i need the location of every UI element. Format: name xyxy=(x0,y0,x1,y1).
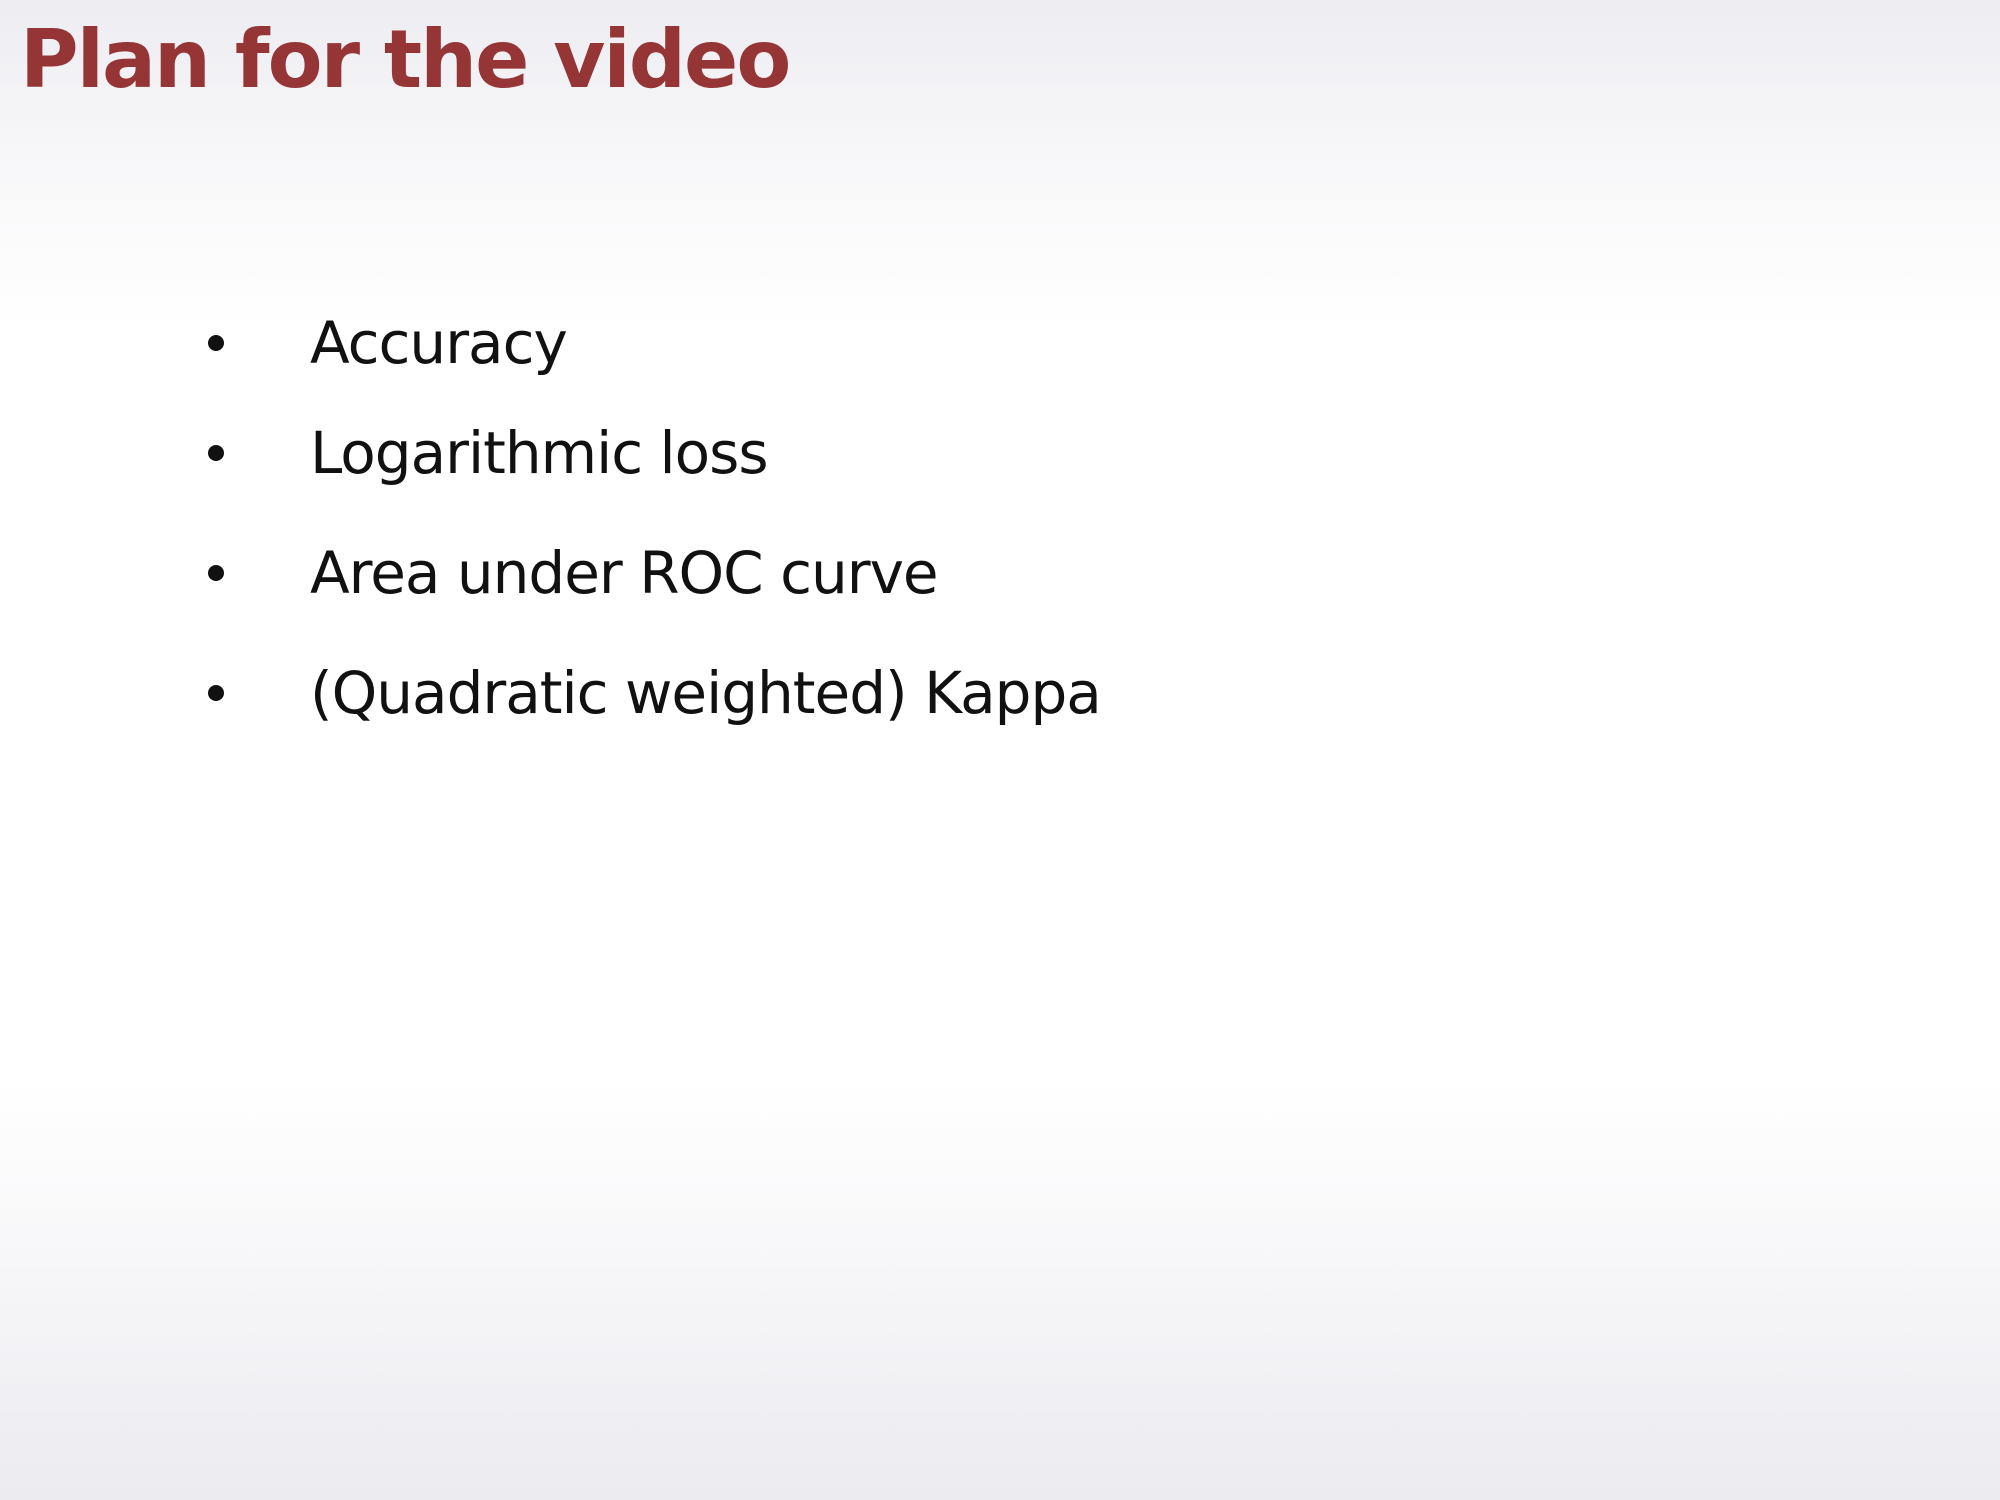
bullet-dot-icon xyxy=(208,335,224,351)
list-item xyxy=(208,653,1101,733)
bullet-text: Logarithmic loss xyxy=(310,419,768,487)
bullet-dot-icon xyxy=(208,445,224,461)
bullet-dot-icon xyxy=(208,565,224,581)
bullet-text: Area under ROC curve xyxy=(310,539,938,607)
list-item xyxy=(208,533,938,613)
bullet-text: Accuracy xyxy=(310,309,567,377)
bullet-text: (Quadratic weighted) Kappa xyxy=(310,659,1101,727)
list-item xyxy=(208,303,567,383)
list-item xyxy=(208,413,768,493)
bullet-dot-icon xyxy=(208,685,224,701)
slide-title: Plan for the video xyxy=(20,13,790,106)
